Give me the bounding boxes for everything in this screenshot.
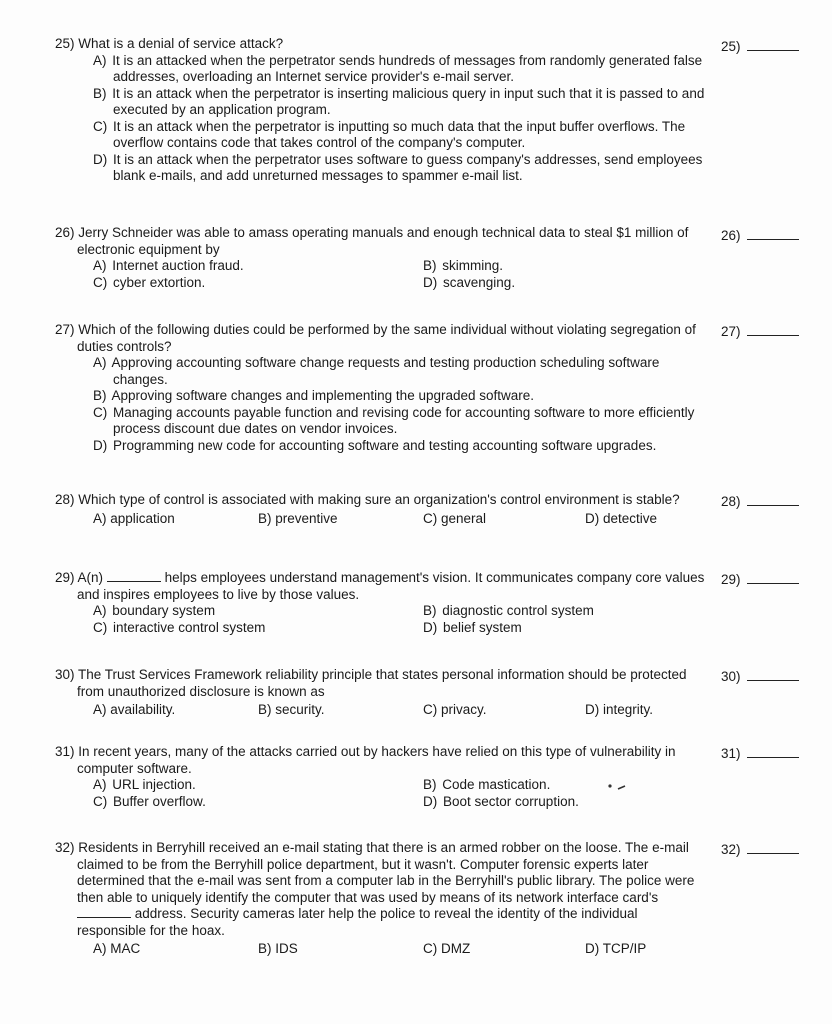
question-stem: 30) The Trust Services Framework reliability principle that states personal information should be protected from unauthorized disclosure is known as xyxy=(55,667,687,699)
option-grid xyxy=(93,258,705,291)
question-32 xyxy=(55,840,705,958)
option-grid xyxy=(93,941,705,958)
option-grid xyxy=(93,511,705,528)
answer-blank-29[interactable]: 29) xyxy=(721,572,831,589)
question-30 xyxy=(55,667,705,719)
question-25 xyxy=(55,36,705,185)
question-29 xyxy=(55,570,705,636)
option-b: B) IDS xyxy=(258,941,298,956)
question-stem: 26) Jerry Schneider was able to amass operating manuals and enough technical data to steal $1 million of electronic equipment by xyxy=(55,225,689,257)
option-c: C) DMZ xyxy=(423,941,471,956)
question-26 xyxy=(55,225,705,291)
option-grid xyxy=(93,603,705,636)
option-d: D) integrity. xyxy=(585,702,654,717)
answer-blank-30[interactable]: 30) xyxy=(721,669,831,686)
question-stem: 31) In recent years, many of the attacks carried out by hackers have relied on this type of vulnerability in computer software. xyxy=(55,744,676,776)
option-d: D) Boot sector corruption. xyxy=(423,793,579,809)
pen-mark-icon xyxy=(607,783,627,791)
option-grid xyxy=(93,702,705,719)
option-c: C) Buffer overflow. xyxy=(93,793,206,809)
answer-blank-27[interactable]: 27) xyxy=(721,324,831,341)
question-stem: 32) Residents in Berryhill received an e-mail stating that there is an armed robber on the loose. The e-mail claimed to be from the Berryhill police department, but it wasn't. Computer forensic experts later determined that the e-mail was sent from a computer lab in the Berryhill's public library. The police were then able to uniquely identify the computer that was used by means of its network interface card's address. Security cameras later help the police to reveal the identity of the individual responsible for the hoax. xyxy=(55,840,695,938)
option-a: A) application xyxy=(93,510,175,526)
option-c: C) general xyxy=(423,510,487,526)
option-b: B) Code mastication. xyxy=(423,777,551,792)
answer-blank-28[interactable]: 28) xyxy=(721,494,831,511)
option-b: B) It is an attack when the perpetrator is inserting malicious query in input such that it is passed to and executed by an application program. xyxy=(93,85,705,117)
question-28 xyxy=(55,492,705,527)
option-d: D) TCP/IP xyxy=(585,941,647,956)
option-d: D) belief system xyxy=(423,619,522,635)
option-c: C) It is an attack when the perpetrator is inputting so much data that the input buffer overflows. The overflow contains code that takes control of the company's computer. xyxy=(93,118,686,150)
answer-blank-26[interactable]: 26) xyxy=(721,228,831,245)
option-c: C) interactive control system xyxy=(93,619,266,635)
fill-in-blank xyxy=(107,570,161,582)
answer-blank-31[interactable]: 31) xyxy=(721,746,831,763)
option-a: A) URL injection. xyxy=(93,777,196,792)
option-d: D) Programming new code for accounting software and testing accounting software upgrades. xyxy=(93,437,657,453)
question-stem: 29) A(n) helps employees understand management's vision. It communicates company core values and inspires employees to live by those values. xyxy=(55,570,705,602)
option-b: B) preventive xyxy=(258,510,338,526)
option-b: B) security. xyxy=(258,702,325,717)
question-31 xyxy=(55,744,705,810)
question-27 xyxy=(55,322,705,454)
option-a: A) It is an attacked when the perpetrator sends hundreds of messages from randomly generated false addresses, overloading an Internet service provider's e-mail server. xyxy=(93,52,703,84)
option-b: B) skimming. xyxy=(423,258,504,273)
option-a: A) Internet auction fraud. xyxy=(93,258,244,273)
option-a: A) availability. xyxy=(93,702,176,717)
option-a: A) MAC xyxy=(93,941,141,956)
fill-in-blank xyxy=(77,906,131,918)
option-a: A) Approving accounting software change requests and testing production scheduling software changes. xyxy=(93,355,660,387)
option-d: D) detective xyxy=(585,510,658,526)
question-stem: 28) Which type of control is associated with making sure an organization's control environment is stable? xyxy=(55,492,680,507)
question-stem: 27) Which of the following duties could be performed by the same individual without violating segregation of duties controls? xyxy=(55,322,696,354)
answer-blank-32[interactable]: 32) xyxy=(721,842,831,859)
question-stem: 25) What is a denial of service attack? xyxy=(55,36,284,51)
option-b: B) diagnostic control system xyxy=(423,603,594,618)
option-a: A) boundary system xyxy=(93,603,216,618)
option-d: D) It is an attack when the perpetrator uses software to guess company's addresses, send employees blank e-mails, and add unreturned messages to spammer e-mail list. xyxy=(93,151,703,183)
option-c: C) Managing accounts payable function and revising code for accounting software to more efficiently process discount due dates on vendor invoices. xyxy=(93,404,695,436)
option-c: C) cyber extortion. xyxy=(93,274,206,290)
option-b: B) Approving software changes and implementing the upgraded software. xyxy=(93,388,535,403)
option-c: C) privacy. xyxy=(423,702,487,717)
option-d: D) scavenging. xyxy=(423,274,516,290)
answer-blank-25[interactable]: 25) xyxy=(721,39,831,56)
option-grid xyxy=(93,777,705,810)
